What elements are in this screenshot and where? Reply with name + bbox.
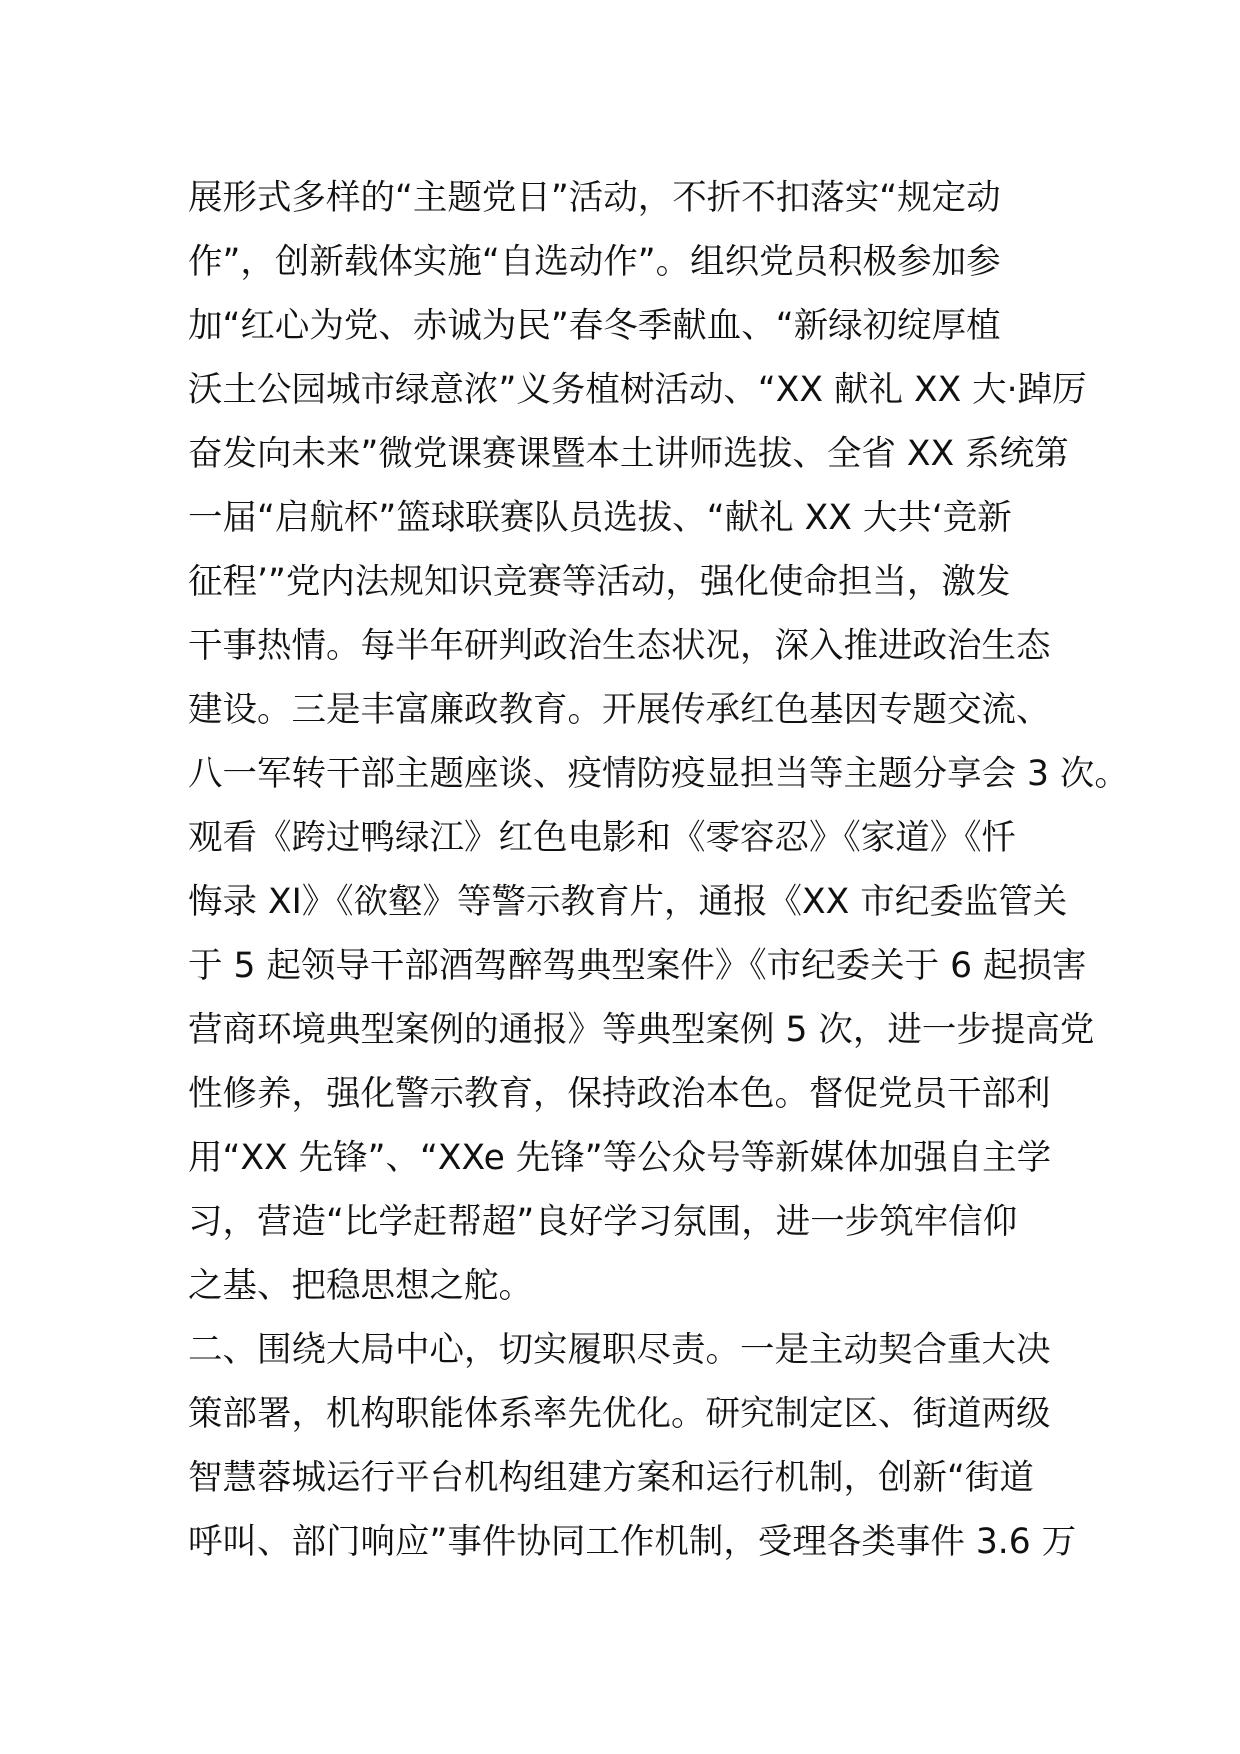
section-heading-line: 二、围绕大局中心，切实履职尽责。一是主动契合重大决 [188,1330,1051,1370]
text-line: 营商环境典型案例的通报》等典型案例 5 次，进一步提高党 [188,1010,1095,1050]
text-line: 用“XX 先锋”、“XXe 先锋”等公众号等新媒体加强自主学 [188,1138,1052,1178]
text-line: 奋发向未来”微党课赛课暨本土讲师选拔、全省 XX 系统第 [188,434,1069,474]
text-line: 策部署，机构职能体系率先优化。研究制定区、街道两级 [188,1394,1051,1434]
body-text [188,166,1129,1574]
text-line: 习，营造“比学赶帮超”良好学习氛围，进一步筑牢信仰 [188,1202,1018,1242]
text-line: 八一军转干部主题座谈、疫情防疫显担当等主题分享会 3 次。 [188,754,1129,794]
text-line: 展形式多样的“主题党日”活动，不折不扣落实“规定动 [188,178,1001,218]
text-line: 作”，创新载体实施“自选动作”。组织党员积极参加参 [188,242,1001,282]
text-line: 智慧蓉城运行平台机构组建方案和运行机制，创新“街道 [188,1458,1034,1498]
text-line: 之基、把稳思想之舵。 [188,1266,533,1306]
text-line: 干事热情。每半年研判政治生态状况，深入推进政治生态 [188,626,1051,666]
text-line: 于 5 起领导干部酒驾醉驾典型案件》《市纪委关于 6 起损害 [188,946,1087,986]
text-line: 性修养，强化警示教育，保持政治本色。督促党员干部利 [188,1074,1051,1114]
text-line: 沃土公园城市绿意浓”义务植树活动、“XX 献礼 XX 大·踔厉 [188,370,1087,410]
text-line: 建设。三是丰富廉政教育。开展传承红色基因专题交流、 [188,690,1051,730]
text-line: 观看《跨过鸭绿江》红色电影和《零容忍》《家道》《忏 [188,818,1016,858]
text-line: 呼叫、部门响应”事件协同工作机制，受理各类事件 3.6 万 [188,1522,1077,1562]
text-line: 加“红心为党、赤诚为民”春冬季献血、“新绿初绽厚植 [188,306,1001,346]
text-line: 悔录 XI》《欲壑》等警示教育片，通报《XX 市纪委监管关 [188,882,1068,922]
text-line: 一届“启航杯”篮球联赛队员选拔、“献礼 XX 大共‘竞新 [188,498,1012,538]
text-line: 征程’”党内法规知识竞赛等活动，强化使命担当，激发 [188,562,1011,602]
